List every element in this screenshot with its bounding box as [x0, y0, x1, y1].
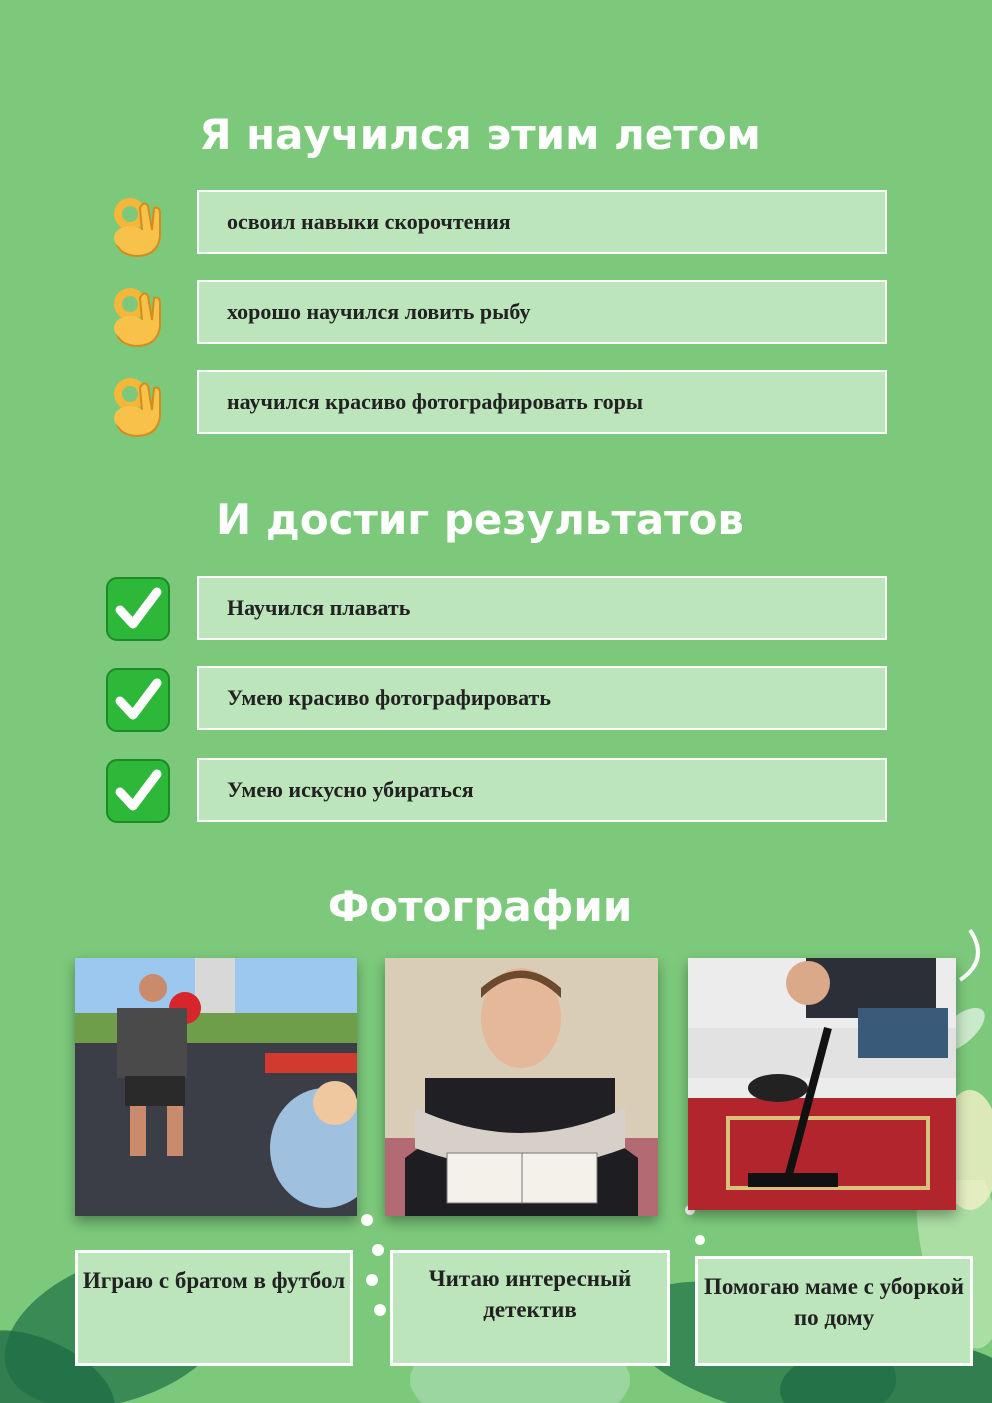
check-mark-button-icon — [105, 667, 171, 733]
caption-cleaning: Помогаю маме с уборкой по дому — [695, 1256, 973, 1366]
results-title: И достиг результатов — [216, 495, 744, 544]
photos-title: Фотографии — [327, 882, 633, 931]
results-item-label: Умею искусно убираться — [227, 777, 474, 802]
check-mark-button-icon — [105, 576, 171, 642]
results-item — [197, 758, 887, 822]
learned-item — [197, 370, 887, 434]
learned-item-label: хорошо научился ловить рыбу — [227, 299, 531, 324]
learned-title: Я научился этим летом — [199, 110, 761, 159]
learned-item-label: научился красиво фотографировать горы — [227, 389, 644, 414]
ok-hand-icon — [104, 370, 168, 440]
caption-reading: Читаю интересный детектив — [390, 1250, 670, 1366]
results-item — [197, 576, 887, 640]
photo-reading — [385, 958, 658, 1216]
ok-hand-icon — [104, 190, 168, 260]
learned-item — [197, 190, 887, 254]
photo-cleaning — [688, 958, 956, 1210]
photo-football — [75, 958, 357, 1216]
results-item-label: Умею красиво фотографировать — [227, 685, 551, 710]
ok-hand-icon — [104, 280, 168, 350]
check-mark-button-icon — [105, 758, 171, 824]
learned-item-label: освоил навыки скорочтения — [227, 209, 511, 234]
results-item-label: Научился плавать — [227, 595, 411, 620]
caption-football: Играю с братом в футбол — [75, 1250, 353, 1366]
results-item — [197, 666, 887, 730]
learned-item — [197, 280, 887, 344]
